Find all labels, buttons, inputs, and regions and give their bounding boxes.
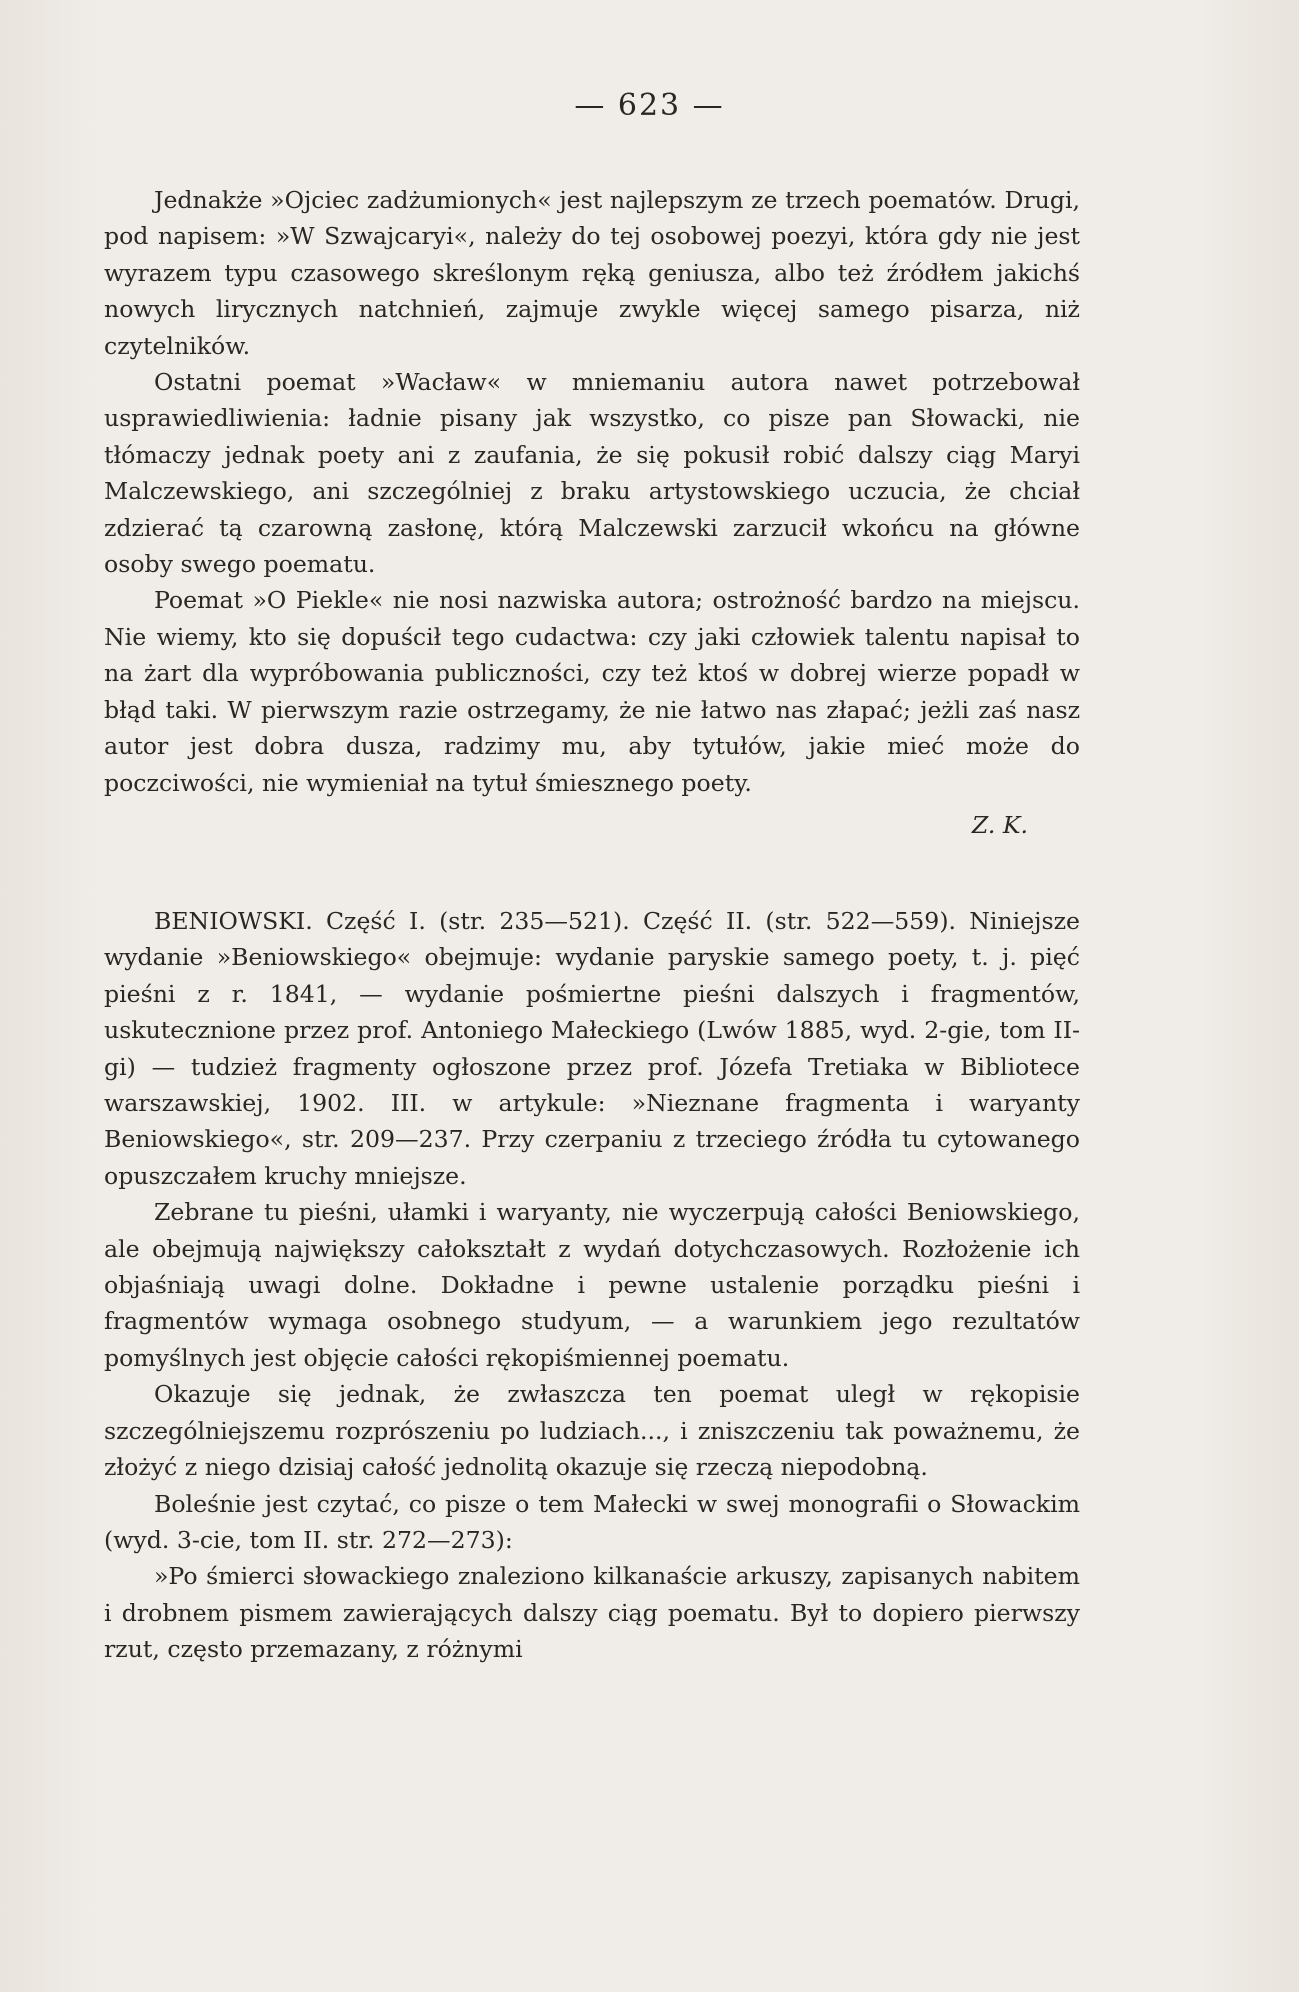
paragraph-beniowski-heading: BENIOWSKI. Część I. (str. 235—521). Część II. (str. 522—559). Niniejsze wydanie »Beniowskiego« obejmuje: wydanie paryskie samego poety, t. j. pięć pieśni z r. 1841, — wydanie pośmiertne pieśni dalszych i fragmentów, uskutecznione przez prof. Antoniego Małeckiego (Lwów 1885, wyd. 2-gie, tom II-gi) — tudzież fragmenty ogłoszone przez prof. Józefa Tretiaka w Bibliotece warszawskiej, 1902. III. w artykule: »Nieznane fragmenta i waryanty Beniowskiego«, str. 209—237. Przy czerpaniu z trzeciego źródła tu cytowanego opuszczałem kruchy mniejsze. [104, 907, 1080, 1190]
section-zk-review [104, 182, 1080, 849]
page-number: — 623 — [574, 88, 725, 123]
paragraph: Poemat »O Piekle« nie nosi nazwiska autora; ostrożność bardzo na miejscu. Nie wiemy, kto się dopuścił tego cudactwa: czy jaki człowiek talentu napisał to na żart dla wypróbowania publiczności, czy też ktoś w dobrej wierze popadł w błąd taki. W pierwszym razie ostrzegamy, że nie łatwo nas złapać; jeżli zaś nasz autor jest dobra dusza, radzimy mu, aby tytułów, jakie mieć może do poczciwości, nie wymieniał na tytuł śmiesznego poety. [104, 586, 1080, 797]
signature: Z. K. [971, 810, 1028, 839]
paragraph: Jednakże »Ojciec zadżumionych« jest najlepszym ze trzech poematów. Drugi, pod napisem: »W Szwajcaryi«, należy do tej osobowej poezyi, która gdy nie jest wyrazem typu czasowego skreślonym ręką geniusza, albo też źródłem jakichś nowych lirycznych natchnień, zajmuje zwykle więcej samego pisarza, niż czytelników. [104, 186, 1080, 360]
paragraph-quote: »Po śmierci słowackiego znaleziono kilkanaście arkuszy, zapisanych nabitem i drobnem pismem zawierających dalszy ciąg poematu. Był to dopiero pierwszy rzut, często przemazany, z różnymi [104, 1562, 1080, 1664]
paragraph: Zebrane tu pieśni, ułamki i waryanty, nie wyczerpują całości Beniowskiego, ale obejmują największy całokształt z wydań dotychczasowych. Rozłożenie ich objaśniają uwagi dolne. Dokładne i pewne ustalenie porządku pieśni i fragmentów wymaga osobnego studyum, — a warunkiem jego rezultatów pomyślnych jest objęcie całości rękopiśmiennej poematu. [104, 1198, 1080, 1372]
paragraph: Okazuje się jednak, że zwłaszcza ten poemat uległ w rękopisie szczególniejszemu rozprószeniu po ludziach..., i zniszczeniu tak poważnemu, że złożyć z niego dzisiaj całość jednolitą okazuje się rzeczą niepodobną. [104, 1380, 1080, 1482]
section-beniowski [104, 903, 1080, 1668]
paragraph: Boleśnie jest czytać, co pisze o tem Małecki w swej monografii o Słowackim (wyd. 3-cie, tom II. str. 272—273): [104, 1489, 1080, 1554]
paragraph: Ostatni poemat »Wacław« w mniemaniu autora nawet potrzebował usprawiedliwienia: ładnie pisany jak wszystko, co pisze pan Słowacki, nie tłómaczy jednak poety ani z zaufania, że się pokusił robić dalszy ciąg Maryi Malczewskiego, ani szczególniej z braku artystowskiego uczucia, że chciał zdzierać tą czarowną zasłonę, którą Malczewski zarzucił wkońcu na główne osoby swego poematu. [104, 368, 1080, 579]
